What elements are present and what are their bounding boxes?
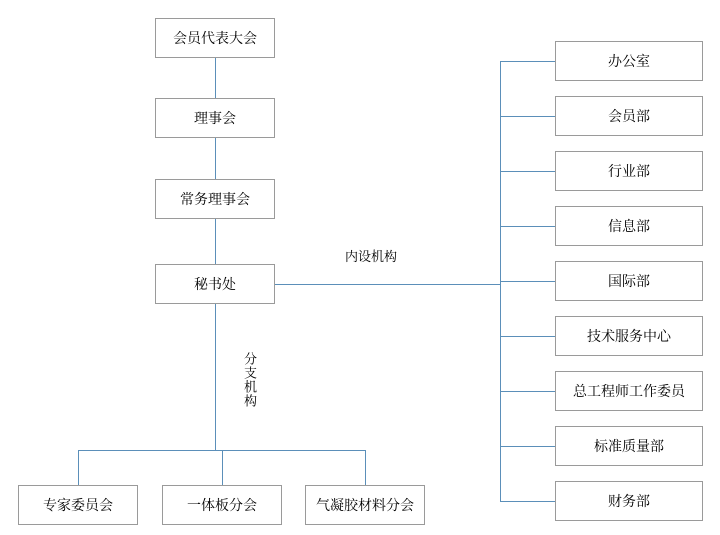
node-finance[interactable] <box>555 481 703 521</box>
node-international[interactable] <box>555 261 703 301</box>
connector-internal-branch-3 <box>500 171 555 172</box>
connector-standing-to-secretariat <box>215 219 216 264</box>
node-industry[interactable] <box>555 151 703 191</box>
node-label: 标准质量部 <box>594 437 664 454</box>
node-chief-engineer[interactable] <box>555 371 703 411</box>
node-label: 会员代表大会 <box>173 29 257 46</box>
connector-secretariat-to-branch-trunk <box>215 304 216 450</box>
node-congress[interactable] <box>155 18 275 58</box>
node-expert-committee[interactable] <box>18 485 138 525</box>
connector-internal-branch-4 <box>500 226 555 227</box>
node-label: 秘书处 <box>194 275 236 292</box>
connector-internal-branch-2 <box>500 116 555 117</box>
connector-branch-drop-1 <box>78 450 79 485</box>
node-label: 总工程师工作委员 <box>573 382 685 399</box>
connector-internal-branch-6 <box>500 336 555 337</box>
connector-secretariat-to-internal <box>275 284 500 285</box>
connector-council-to-standing <box>215 138 216 179</box>
node-integrated-board[interactable] <box>162 485 282 525</box>
connector-internal-branch-7 <box>500 391 555 392</box>
connector-internal-branch-9 <box>500 501 555 502</box>
node-aerogel[interactable] <box>305 485 425 525</box>
node-label: 办公室 <box>608 52 650 69</box>
node-label: 财务部 <box>608 492 650 509</box>
label-branch: 分支机构 <box>242 352 257 408</box>
node-secretariat[interactable] <box>155 264 275 304</box>
connector-internal-branch-8 <box>500 446 555 447</box>
node-label: 专家委员会 <box>43 496 113 513</box>
node-label: 行业部 <box>608 162 650 179</box>
node-tech-service[interactable] <box>555 316 703 356</box>
node-membership[interactable] <box>555 96 703 136</box>
node-standard-quality[interactable] <box>555 426 703 466</box>
connector-congress-to-council <box>215 58 216 98</box>
node-information[interactable] <box>555 206 703 246</box>
node-label: 一体板分会 <box>187 496 257 513</box>
connector-branch-drop-3 <box>365 450 366 485</box>
node-standing-council[interactable] <box>155 179 275 219</box>
node-council[interactable] <box>155 98 275 138</box>
node-label: 信息部 <box>608 217 650 234</box>
label-internal: 内设机构 <box>345 246 397 265</box>
connector-internal-branch-1 <box>500 61 555 62</box>
node-label: 技术服务中心 <box>587 327 671 344</box>
node-label: 理事会 <box>194 109 236 126</box>
node-label: 气凝胶材料分会 <box>316 496 414 513</box>
node-label: 国际部 <box>608 272 650 289</box>
connector-branch-drop-2 <box>222 450 223 485</box>
node-label: 常务理事会 <box>180 190 250 207</box>
node-label: 会员部 <box>608 107 650 124</box>
node-office[interactable] <box>555 41 703 81</box>
connector-internal-branch-5 <box>500 281 555 282</box>
